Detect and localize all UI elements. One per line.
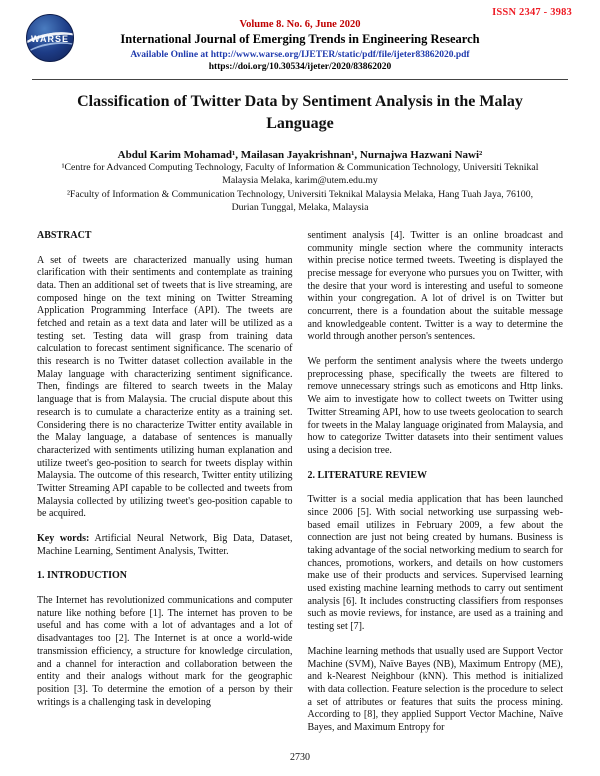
keywords-label: Key words: (37, 533, 90, 544)
intro-continuation-paragraph: sentiment analysis [4]. Twitter is an online broadcast and community mingle section where the community interacts within precise notice termed tweets. Tweeting is displayed the precise message for everyone who pursues you on Twitter, with the desire that your word is interesting and useful to someone within your congregation. A lot of drivel is on Twitter but concurrent, there is a foundation about the suitable message and knowledgeable content. Twitter is a way to determine the world through another person's sentences. (307, 229, 563, 343)
volume-line: Volume 8. No. 6, June 2020 (239, 19, 361, 30)
abstract-text: A set of tweets are characterized manually using human clarification with their sentiments and contemplate as training data. Then an additional set of tweets that is live streaming, are composed hinge on the text mining on Twitter Streaming Application Programming Interface (API). The tweets are fetched and retain as a text data and later will be utilized as a testing set. Testing data will grasp from training data calculation to forecast sentiment significance. The scenario of this research is no Twitter dataset collection available in the Malay language with characterizing sentiment significance. Then, findings are filtered to search tweets in the Malay language that is from Malaysia. The crucial dispute about this research is to cumulate a characterize entity as a training set. Considering there is no characterize Twitter entity available in the Malay language, a database of sentences is manually characterized with sentiments utilizing human explanation and utilize tweet's geo-position to search for tweets display within Malaysia. The outcome of this research, Twitter entity utilizing Twitter Streaming API capable to be collected and tweets from Malaysia collected by utilizing tweet's geo-position capable to be acquired. (37, 254, 293, 520)
warse-logo (26, 14, 74, 62)
available-online-link[interactable]: Available Online at http://www.warse.org/IJETER/static/pdf/file/ijeter83862020.pdf (130, 50, 470, 60)
article-title: Classification of Twitter Data by Sentiment Analysis in the Malay Language (77, 93, 523, 132)
doi-link[interactable]: https://doi.org/10.30534/ijeter/2020/83862020 (208, 62, 392, 72)
journal-title: International Journal of Emerging Trends in Engineering Research (120, 32, 480, 46)
keywords-paragraph (37, 533, 293, 558)
affiliation-2: ²Faculty of Information & Communication Technology, Universiti Teknikal Malaysia Melaka, Hang Tuah Jaya, 76100, Durian Tunggal, Melaka, Malaysia (66, 189, 534, 213)
aims-paragraph: We perform the sentiment analysis where the tweets undergo preprocessing phase, specifically the tweets are filtered to remove unnecessary strings such as emoticons and Http links. We aim to investigate how to collect tweets on Twitter using Twitter Streaming API, how to use tweets geolocation to search for tweets in the Malay language originated from Malaysia, and how to categorize Twitter datasets into their sentiment values using a decision tree. (307, 356, 563, 456)
body-columns (0, 215, 600, 735)
right-column (308, 230, 564, 735)
page-number: 2730 (290, 752, 310, 763)
literature-paragraph-1: Twitter is a social media application that has been launched since 2006 [5]. With social networking use surpassing web-based email utilizes in February 2009, a few about the connection are just not being created by humans. Business is taking advantage of the social networking medium to search for chances, promotions, workers, and details on how customers make use of their products and services. Supervised learning used existing machine learning methods to carry out sentiment analysis [6]. It includes constructing classifiers from responses such as movie reviews, for instance, are used as a training and testing set [7]. (307, 494, 563, 633)
abstract-heading: ABSTRACT (37, 229, 92, 241)
introduction-text: The Internet has revolutionized communications and computer nature like nothing before [1]. The internet has proven to be useful and has come with a lot of advantages and a lot of disadvantages too [2]. The Internet is at once a world-wide transmission efficiency, a structure for knowledge circulation, and a channel for interaction and collaboration between the entity and their analogs without mark for the geographic position [3]. To determine the emotion of a person by their writings is a challenging task in developing (37, 595, 293, 708)
issn-label: ISSN 2347 - 3983 (492, 7, 572, 18)
logo-text: WARSE (30, 34, 69, 44)
literature-paragraph-2: Machine learning methods that usually used are Support Vector Machine (SVM), Naïve Bayes (NB), Maximum Entropy (ME), and k-Nearest Neighbour (kNN). This method is initialized with data collection. Feature selection is the procedure to select a set of attributes or features that suits the process mining. According to [8], they applied Support Vector Machine, Naïve Bayes, and Maximum Entropy for (307, 645, 563, 733)
authors-line: Abdul Karim Mohamad¹, Mailasan Jayakrishnan¹, Nurnajwa Hazwani Nawi² (117, 149, 483, 162)
affiliation-1: ¹Centre for Advanced Computing Technology, Faculty of Information & Communication Technology, Universiti Teknikal Malaysia Melaka, karim@utem.edu.my (61, 162, 539, 187)
left-column (37, 230, 293, 735)
header-divider (32, 79, 568, 80)
introduction-heading: 1. INTRODUCTION (37, 570, 128, 582)
keywords-text: Artificial Neural Network, Big Data, Dataset, Machine Learning, Sentiment Analysis, Twitter. (37, 533, 293, 557)
literature-review-heading: 2. LITERATURE REVIEW (307, 469, 428, 481)
